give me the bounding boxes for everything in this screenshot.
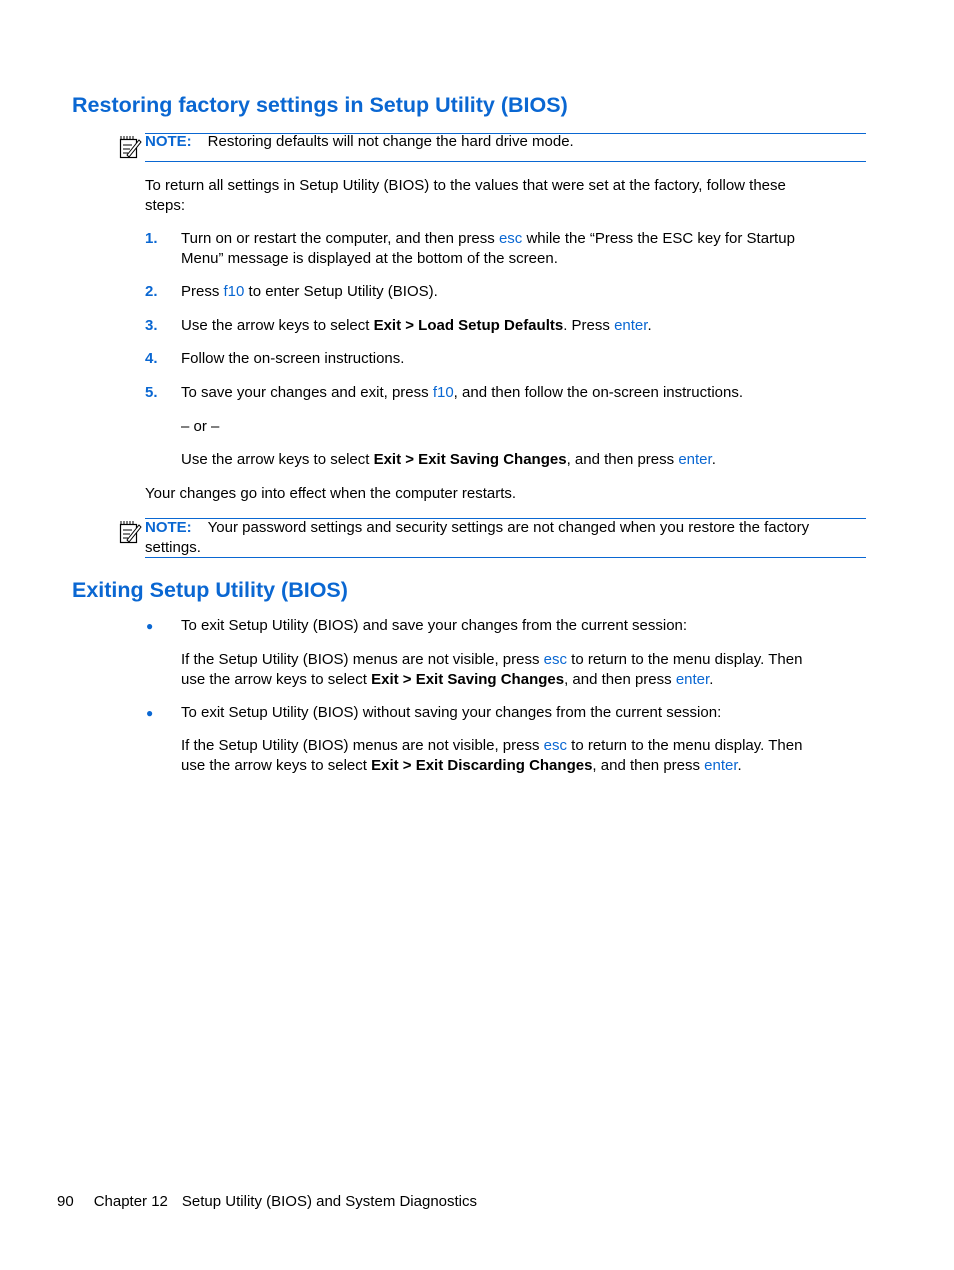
- note-bottom-rule: [145, 161, 866, 162]
- step-number: 5.: [145, 384, 158, 401]
- page-number: 90: [57, 1193, 74, 1210]
- step-text: . Press: [563, 317, 615, 334]
- detail-text: , and then press: [564, 670, 676, 688]
- note-label: NOTE:: [145, 519, 192, 536]
- intro-paragraph: [145, 176, 786, 215]
- bullet-detail: [181, 736, 802, 775]
- step-text: while the “Press the ESC key for Startup: [522, 230, 795, 247]
- intro-line: To return all settings in Setup Utility (BIOS) to the values that were set at the factory, follow these: [145, 177, 786, 194]
- detail-text: If the Setup Utility (BIOS) menus are not visible, press: [181, 651, 544, 668]
- detail-text: , and then press: [592, 756, 705, 774]
- detail-text: use the arrow keys to select: [181, 670, 372, 688]
- step-3-text: [181, 316, 652, 336]
- menu-path: Exit > Load Setup Defaults: [373, 317, 564, 334]
- step-number: 1.: [145, 230, 158, 247]
- step-text: Press: [181, 283, 224, 300]
- key-enter: enter: [614, 317, 648, 334]
- step-5-text: [181, 383, 743, 403]
- step-number: 4.: [145, 350, 158, 367]
- key-enter: enter: [675, 670, 710, 688]
- section-title-restoring: Restoring factory settings in Setup Utility (BIOS): [72, 93, 568, 117]
- step-text: To save your changes and exit, press: [181, 384, 433, 401]
- intro-line: steps:: [145, 196, 186, 214]
- key-esc: esc: [498, 230, 523, 247]
- detail-text: use the arrow keys to select: [181, 756, 372, 774]
- note-text: Restoring defaults will not change the hard drive mode.: [207, 133, 574, 150]
- step-text: to enter Setup Utility (BIOS).: [244, 283, 438, 300]
- step-2-text: [181, 282, 438, 302]
- bullet-lead: To exit Setup Utility (BIOS) and save your changes from the current session:: [181, 617, 688, 634]
- menu-path: Exit > Exit Saving Changes: [371, 670, 565, 688]
- note-icon: [118, 134, 142, 160]
- step-number: 3.: [145, 317, 158, 334]
- chapter-title: Setup Utility (BIOS) and System Diagnostics: [181, 1193, 478, 1210]
- bullet-lead: To exit Setup Utility (BIOS) without saving your changes from the current session:: [181, 704, 722, 721]
- key-f10: f10: [223, 283, 245, 300]
- detail-text: to return to the menu display. Then: [567, 737, 803, 754]
- key-enter: enter: [704, 756, 738, 774]
- step-4-text: Follow the on-screen instructions.: [181, 350, 405, 367]
- alternate-step-text: [181, 450, 716, 470]
- detail-text: .: [737, 756, 742, 774]
- closing-paragraph: Your changes go into effect when the computer restarts.: [145, 485, 517, 502]
- page-footer: [57, 1192, 477, 1212]
- step-1-text: [181, 229, 795, 268]
- note-restoring-defaults: [145, 132, 574, 152]
- menu-path: Exit > Exit Discarding Changes: [371, 756, 593, 774]
- note-bottom-rule: [145, 557, 866, 558]
- chapter-label: Chapter 12: [93, 1193, 168, 1210]
- note-text: Your password settings and security settings are not changed when you restore the factory: [207, 519, 810, 536]
- step-text: Menu” message is displayed at the bottom of the screen.: [181, 249, 558, 267]
- detail-text: .: [709, 670, 714, 688]
- key-enter: enter: [678, 451, 712, 468]
- key-f10: f10: [432, 384, 454, 401]
- menu-path: Exit > Exit Saving Changes: [373, 451, 567, 468]
- step-text: , and then follow the on-screen instructions.: [453, 384, 744, 401]
- step-text: Use the arrow keys to select: [181, 451, 374, 468]
- step-text: .: [647, 317, 652, 334]
- key-esc: esc: [543, 651, 567, 668]
- detail-text: If the Setup Utility (BIOS) menus are not visible, press: [181, 737, 544, 754]
- step-text: Use the arrow keys to select: [181, 317, 374, 334]
- note-text: settings.: [145, 538, 201, 556]
- note-icon: [118, 519, 142, 545]
- note-password-settings: [145, 518, 867, 557]
- note-label: NOTE:: [145, 133, 192, 150]
- detail-text: to return to the menu display. Then: [567, 651, 803, 668]
- key-esc: esc: [543, 737, 567, 754]
- bullet-detail: [181, 650, 802, 689]
- section-title-exiting: Exiting Setup Utility (BIOS): [72, 578, 348, 602]
- bullet-icon: ●: [146, 706, 154, 720]
- step-text: Turn on or restart the computer, and then press: [181, 230, 499, 247]
- step-text: , and then press: [566, 451, 679, 468]
- or-separator: – or –: [181, 418, 220, 435]
- step-text: .: [711, 451, 716, 468]
- bullet-icon: ●: [146, 619, 154, 633]
- step-number: 2.: [145, 283, 158, 300]
